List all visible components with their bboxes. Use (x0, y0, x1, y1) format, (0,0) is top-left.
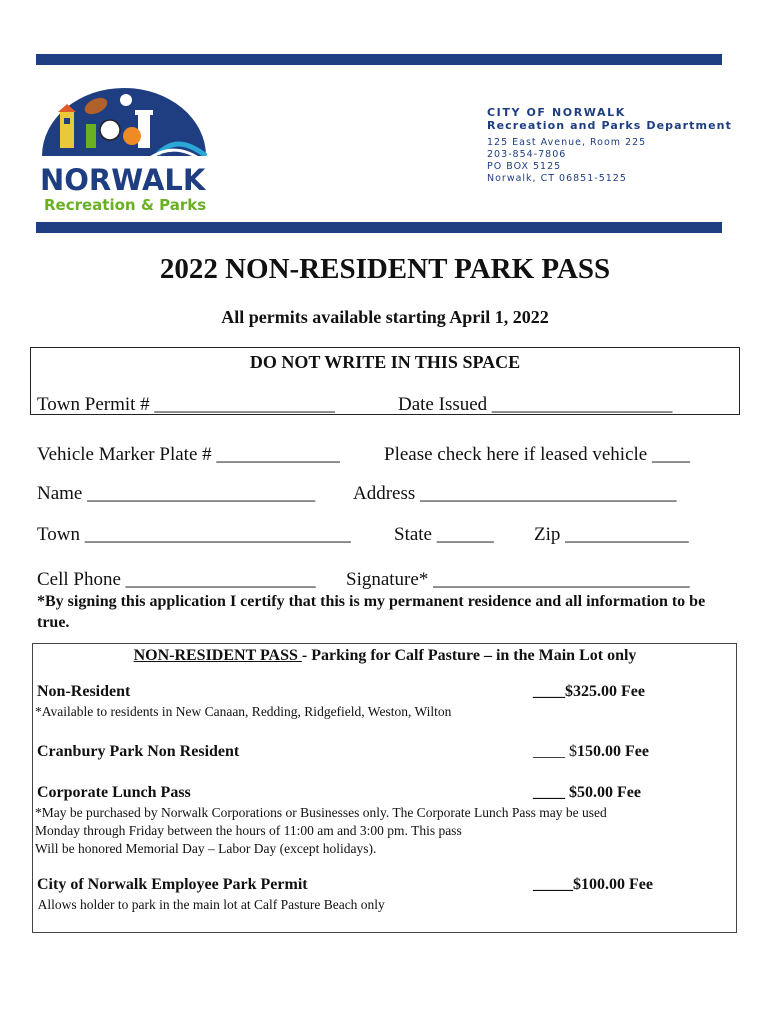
fee-blank: _____ (533, 876, 573, 893)
norwalk-logo (38, 84, 210, 214)
fee-blank: ____ (533, 784, 565, 801)
fee-amount: 150.00 Fee (577, 743, 649, 760)
fee-blank: ____ $ (533, 743, 577, 760)
note-corporate-lunch-3: Will be honored Memorial Day – Labor Day (except holidays). (35, 841, 377, 856)
pass-name-corporate-lunch: Corporate Lunch Pass (37, 784, 191, 801)
note-non-resident: *Available to residents in New Canaan, Redding, Ridgefield, Weston, Wilton (35, 704, 452, 719)
pass-name-employee: City of Norwalk Employee Park Permit (37, 876, 308, 893)
fee-amount: $100.00 Fee (573, 876, 653, 893)
fee-amount: $50.00 Fee (565, 784, 641, 801)
office-use-heading: DO NOT WRITE IN THIS SPACE (249, 352, 521, 372)
leased-vehicle-checkbox[interactable]: Please check here if leased vehicle ____ (384, 444, 690, 465)
pass-heading-rest: - Parking for Calf Pasture – in the Main Lot only (301, 647, 637, 664)
fee-employee[interactable] (533, 876, 653, 894)
signature-field[interactable]: Signature* ___________________________ (346, 569, 690, 590)
org-name: CITY OF NORWALK (487, 106, 626, 119)
pass-name-non-resident: Non-Resident (37, 683, 131, 700)
town-permit-field: Town Permit # ___________________ (37, 394, 335, 415)
name-field[interactable]: Name ________________________ (37, 483, 316, 504)
fee-blank: ____ (533, 683, 565, 700)
address-line: 125 East Avenue, Room 225 (487, 137, 647, 148)
page-title: 2022 NON-RESIDENT PARK PASS (159, 253, 611, 285)
top-rule (36, 54, 722, 65)
note-corporate-lunch-2: Monday through Friday between the hours of 11:00 am and 3:00 pm. This pass (35, 823, 462, 838)
certification-statement: *By signing this application I certify that this is my permanent residence and all information to be true. (37, 593, 706, 631)
fee-amount: $325.00 Fee (565, 683, 645, 700)
fee-cranbury[interactable] (533, 743, 649, 761)
date-issued-field: Date Issued ___________________ (398, 394, 673, 415)
org-address (487, 137, 732, 185)
bottom-rule (36, 222, 722, 233)
phone-line: 203-854-7806 (487, 149, 567, 160)
org-department: Recreation and Parks Department (487, 119, 732, 132)
note-corporate-lunch-1: *May be purchased by Norwalk Corporations or Businesses only. The Corporate Lunch Pass may be used (35, 805, 607, 820)
town-field[interactable]: Town ____________________________ (37, 524, 351, 545)
po-box-line: PO BOX 5125 (487, 161, 562, 172)
logo-tagline: Recreation & Parks (44, 196, 207, 214)
city-line: Norwalk, CT 06851-5125 (487, 173, 627, 184)
page-subtitle: All permits available starting April 1, 2022 (221, 307, 549, 327)
pass-options-heading (0, 647, 770, 665)
cell-phone-field[interactable]: Cell Phone ____________________ (37, 569, 316, 590)
note-employee: Allows holder to park in the main lot at Calf Pasture Beach only (35, 897, 385, 912)
pass-heading-underlined: NON-RESIDENT PASS (133, 647, 302, 664)
zip-field[interactable]: Zip _____________ (534, 524, 689, 545)
state-field[interactable]: State ______ (394, 524, 494, 545)
department-header (487, 106, 732, 185)
fee-corporate-lunch[interactable] (533, 784, 641, 802)
address-field[interactable]: Address ___________________________ (353, 483, 677, 504)
logo-name: NORWALK (40, 163, 206, 197)
pass-name-cranbury: Cranbury Park Non Resident (37, 743, 240, 760)
vehicle-plate-field[interactable]: Vehicle Marker Plate # _____________ (37, 444, 340, 465)
fee-non-resident[interactable] (533, 683, 645, 701)
